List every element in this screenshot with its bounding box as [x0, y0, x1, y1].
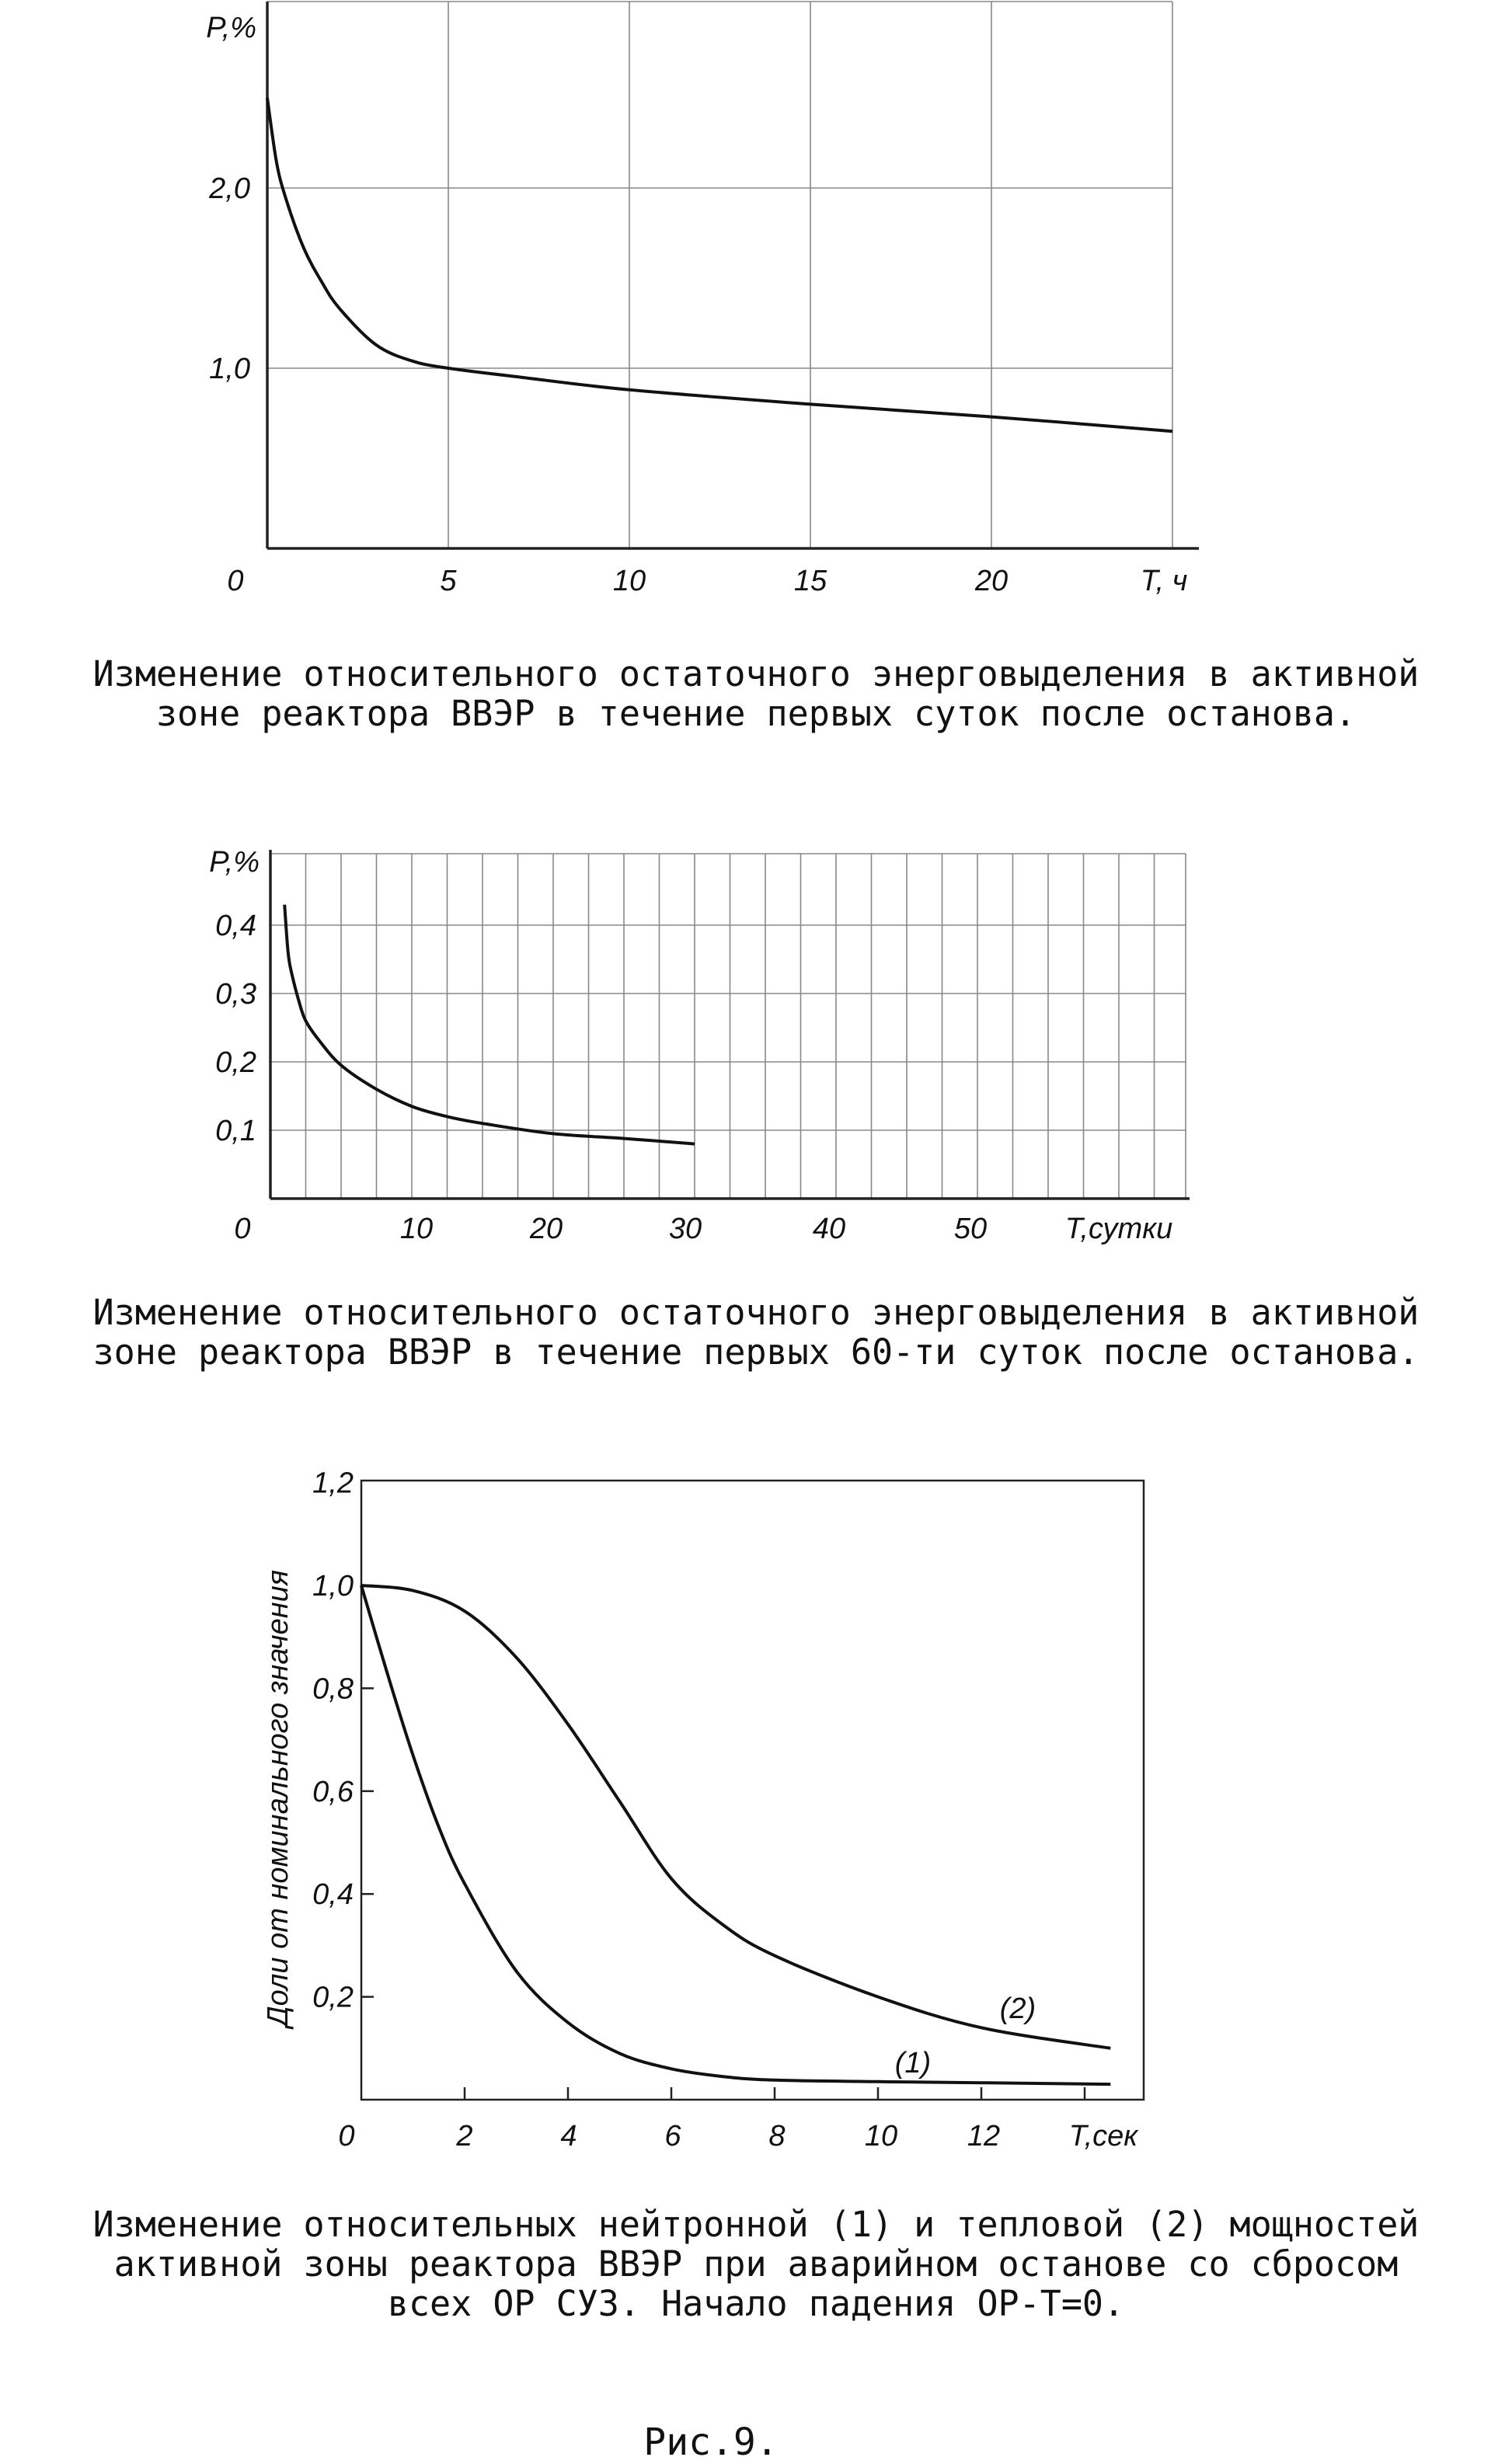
chart1-caption: Изменение относительного остаточного энерговыделения в активной зоне реактора ВВЭР в течение первых суток после останова. [92, 653, 1420, 734]
chart1-y-axis-label: P,% [206, 12, 256, 44]
chart3-series-line [361, 1585, 1110, 2084]
chart2-y-axis-label: P,% [209, 846, 260, 879]
chart1-x-tick-label: 20 [974, 565, 1009, 597]
chart3-y-tick-label: 1,2 [312, 1467, 354, 1500]
chart2-x-tick-label: 10 [399, 1213, 434, 1245]
chart3-y-tick-label: 0,4 [312, 1878, 354, 1912]
chart1-x-axis-label: T, ч [1140, 565, 1188, 597]
chart1-x-tick-label: 5 [440, 565, 457, 597]
chart3-series-line [361, 1585, 1110, 2048]
chart2-x-axis-label: T,сутки [1064, 1213, 1173, 1245]
chart3-y-tick-label: 0,6 [312, 1775, 354, 1808]
chart3-y-axis-label: Доли от номинального значения [262, 1569, 294, 2027]
chart2-y-tick-label: 0,4 [215, 910, 256, 942]
chart2-x-tick-label: 40 [812, 1213, 846, 1245]
figure-label: Рис.9. [643, 2420, 779, 2464]
chart3-series-label: (2) [999, 1992, 1036, 2025]
chart3-x-tick-label: 2 [456, 2120, 473, 2153]
chart3-y-tick-label: 0,2 [312, 1981, 354, 2014]
chart2-x-tick-label: 30 [668, 1213, 702, 1245]
chart2-y-tick-label: 0,2 [215, 1046, 256, 1079]
chart3-x-tick-label: 10 [864, 2120, 898, 2153]
chart1-series-line [267, 98, 1172, 431]
chart2-y-tick-label: 0,1 [215, 1115, 256, 1147]
chart3-y-tick-label: 0,8 [312, 1672, 354, 1706]
chart3-x-tick-label: 6 [664, 2120, 681, 2153]
chart2-series-line [284, 905, 695, 1144]
chart3-x-tick-label: 4 [560, 2120, 577, 2153]
chart1-y-tick-label: 1,0 [209, 353, 250, 385]
chart1-x-tick-label: 10 [612, 565, 646, 597]
chart3-x-axis-label: Т,сек [1068, 2120, 1138, 2153]
chart3-x-tick-label: 8 [768, 2120, 786, 2153]
chart3-x-tick-label: 12 [967, 2120, 1001, 2153]
chart1-x-tick-label: 0 [227, 565, 244, 597]
chart2-x-tick-label: 50 [953, 1213, 988, 1245]
chart2-y-tick-label: 0,3 [215, 978, 256, 1011]
chart3-x-tick-label: 0 [338, 2120, 355, 2153]
chart2-x-tick-label: 0 [234, 1213, 251, 1245]
chart2-caption: Изменение относительного остаточного энерговыделения в активной зоне реактора ВВЭР в течение первых 60-ти суток после останова. [92, 1292, 1420, 1373]
chart2-x-tick-label: 20 [529, 1213, 563, 1245]
chart1-x-tick-label: 15 [793, 565, 827, 597]
chart1-y-tick-label: 2,0 [209, 172, 250, 205]
chart3-caption: Изменение относительных нейтронной (1) и тепловой (2) мощностей активной зоны реактора ВВЭР при аварийном останове со сбросом всех ОР СУЗ. Начало падения ОР-Т=0. [92, 2204, 1420, 2324]
chart3-series-label: (1) [894, 2047, 932, 2079]
chart3-y-tick-label: 1,0 [312, 1570, 354, 1603]
